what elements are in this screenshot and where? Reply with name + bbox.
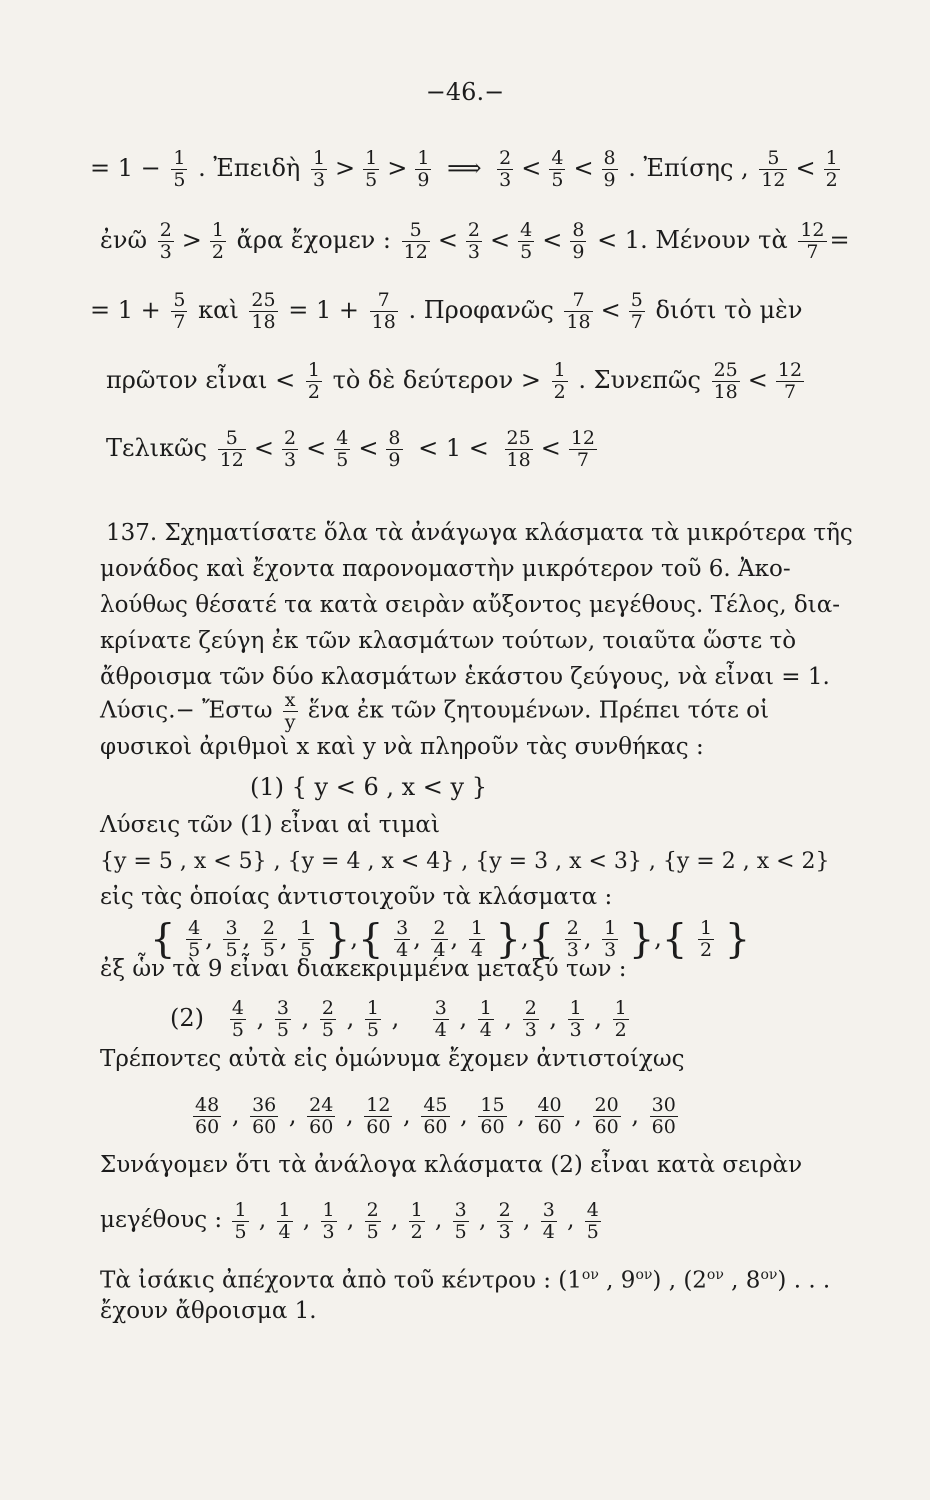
solution-line-15: ἔχουν ἄθροισμα 1. bbox=[100, 1298, 317, 1324]
fraction: $\frac{4}{5}$ bbox=[188, 917, 201, 961]
fraction: $\frac{25}{18}$ bbox=[506, 427, 531, 471]
fraction: $\frac{12}{60}$ bbox=[366, 1094, 391, 1138]
page-number: −46.− bbox=[425, 78, 505, 106]
fraction: $\frac{5}{12}$ bbox=[403, 219, 428, 263]
fraction: $\frac{12}{7}$ bbox=[777, 359, 803, 403]
solution-line-8: ἐξ ὧν τὰ 9 εἶναι διακεκριμμένα μεταξύ των : bbox=[100, 956, 627, 982]
fraction: $\frac{1}{3}$ bbox=[569, 997, 582, 1041]
math-line-1: = 1 − $\frac{1}{5}$ . Ἐπειδὴ $\frac{1}{3}$ > $\frac{1}{5}$ > $\frac{1}{9}$ ⟹ $\frac{2}{3}$ < $\frac{4}{5}$ < $\frac{8}{9}$ . Ἐπίσης , $\frac{5}{12}$ < $\frac{1}{2}$ bbox=[90, 147, 838, 191]
fraction: $\frac{1}{3}$ bbox=[322, 1198, 335, 1243]
fraction: $\frac{45}{60}$ bbox=[423, 1094, 448, 1138]
fraction: $\frac{2}{3}$ bbox=[159, 219, 172, 263]
fraction: $\frac{7}{18}$ bbox=[566, 289, 591, 333]
fraction: $\frac{1}{2}$ bbox=[307, 359, 320, 403]
fraction: $\frac{x}{y}$ bbox=[284, 689, 296, 733]
fraction: $\frac{3}{5}$ bbox=[225, 917, 238, 961]
fraction: $\frac{25}{18}$ bbox=[713, 359, 738, 403]
fraction: $\frac{4}{5}$ bbox=[551, 147, 564, 191]
fraction: $\frac{1}{3}$ bbox=[312, 147, 326, 191]
fraction: $\frac{4}{5}$ bbox=[336, 427, 349, 471]
math-line-3: = 1 + $\frac{5}{7}$ καὶ $\frac{25}{18}$ = 1 + $\frac{7}{18}$ . Προφανῶς $\frac{7}{18}$ < $\frac{5}{7}$ διότι τὸ μὲν bbox=[90, 289, 803, 333]
solution-line-14: Τὰ ἰσάκις ἀπέχοντα ἀπὸ τοῦ κέντρου : ($1^{o\nu}$ , $9^{o\nu}$) , ($2^{o\nu}$ , $8^{o\nu}$) . . . bbox=[100, 1267, 831, 1294]
solution-line-10: Τρέποντες αὐτὰ εἰς ὁμώνυμα ἔχομεν ἀντιστοίχως bbox=[100, 1046, 685, 1072]
fraction: $\frac{4}{5}$ bbox=[520, 219, 533, 263]
fraction: $\frac{1}{2}$ bbox=[614, 997, 627, 1041]
fraction: $\frac{2}{3}$ bbox=[566, 917, 579, 961]
fraction: $\frac{8}{9}$ bbox=[388, 427, 401, 471]
fraction: $\frac{12}{7}$ bbox=[800, 219, 825, 263]
fraction: $\frac{1}{4}$ bbox=[479, 997, 492, 1041]
sixtieths: $\frac{48}{60}$ , $\frac{36}{60}$ , $\frac{24}{60}$ , $\frac{12}{60}$ , $\frac{45}{60}$ , $\frac{15}{60}$ , $\frac{40}{60}$ , $\frac{20}{60}$ , $\frac{30}{60}$ bbox=[195, 1094, 676, 1138]
fraction: $\frac{8}{9}$ bbox=[572, 219, 585, 263]
solution-line-6: εἰς τὰς ὁποίας ἀντιστοιχοῦν τὰ κλάσματα : bbox=[100, 884, 613, 910]
fraction: $\frac{7}{18}$ bbox=[371, 289, 396, 333]
fraction: $\frac{48}{60}$ bbox=[195, 1094, 220, 1138]
fraction: $\frac{3}{4}$ bbox=[434, 997, 447, 1041]
fraction: $\frac{4}{5}$ bbox=[586, 1198, 599, 1243]
fraction: $\frac{1}{4}$ bbox=[470, 917, 483, 961]
fraction: $\frac{5}{12}$ bbox=[761, 147, 786, 191]
fraction: $\frac{2}{3}$ bbox=[467, 219, 481, 263]
fraction-sets: { $\frac{4}{5}$ , $\frac{3}{5}$ , $\frac{2}{5}$ , $\frac{1}{5}$ },{ $\frac{3}{4}$ , $\frac{2}{4}$ , $\frac{1}{4}$ },{ $\frac{2}{3}$ , $\frac{1}{3}$ },{ $\frac{1}{2}$ } bbox=[150, 916, 751, 963]
math-line-5: Τελικῶς $\frac{5}{12}$ < $\frac{2}{3}$ < $\frac{4}{5}$ < $\frac{8}{9}$ < 1 < $\frac{25}{18}$ < $\frac{12}{7}$ bbox=[106, 427, 596, 471]
fraction: $\frac{25}{18}$ bbox=[251, 289, 276, 333]
fraction: $\frac{1}{9}$ bbox=[417, 147, 430, 191]
fraction: $\frac{1}{2}$ bbox=[410, 1198, 423, 1243]
fraction: $\frac{1}{5}$ bbox=[300, 917, 313, 961]
fraction: $\frac{30}{60}$ bbox=[651, 1094, 676, 1138]
fraction: $\frac{3}{5}$ bbox=[454, 1198, 467, 1243]
fraction: $\frac{8}{9}$ bbox=[603, 147, 616, 191]
solution-line-1: Λύσις.− Ἔστω $\frac{x}{y}$ ἕνα ἐκ τῶν ζητουμένων. Πρέπει τότε οἱ bbox=[100, 689, 770, 733]
fraction: $\frac{1}{5}$ bbox=[365, 147, 378, 191]
fraction: $\frac{5}{12}$ bbox=[219, 427, 244, 471]
fraction: $\frac{5}{7}$ bbox=[173, 289, 186, 333]
solution-sets: {y = 5 , x < 5} , {y = 4 , x < 4} , {y = 3 , x < 3} , {y = 2 , x < 2} bbox=[100, 849, 830, 874]
nine-fractions: (2) $\frac{4}{5}$ , $\frac{3}{5}$ , $\frac{2}{5}$ , $\frac{1}{5}$ , $\frac{3}{4}$ , $\frac{1}{4}$ , $\frac{2}{3}$ , $\frac{1}{3}$ , $\frac{1}{2}$ bbox=[170, 997, 627, 1041]
fraction: $\frac{2}{3}$ bbox=[284, 427, 297, 471]
fraction: $\frac{1}{2}$ bbox=[211, 219, 224, 263]
fraction: $\frac{1}{5}$ bbox=[173, 147, 186, 191]
fraction: $\frac{2}{3}$ bbox=[499, 147, 512, 191]
problem-137-line-2: μονάδος καὶ ἔχοντα παρονομαστὴν μικρότερον τοῦ 6. Ἀκο- bbox=[100, 556, 791, 582]
fraction: $\frac{2}{3}$ bbox=[498, 1198, 511, 1243]
problem-137-line-3: λούθως θέσατέ τα κατὰ σειρὰν αὔξοντος μεγέθους. Τέλος, δια- bbox=[100, 592, 840, 618]
fraction: $\frac{1}{5}$ bbox=[234, 1198, 247, 1243]
fraction: $\frac{5}{7}$ bbox=[630, 289, 643, 333]
solution-line-4: Λύσεις τῶν (1) εἶναι αἱ τιμαὶ bbox=[100, 812, 440, 838]
ordered-fractions: μεγέθους : $\frac{1}{5}$ , $\frac{1}{4}$ , $\frac{1}{3}$ , $\frac{2}{5}$ , $\frac{1}{2}$ , $\frac{3}{5}$ , $\frac{2}{3}$ , $\frac{3}{4}$ , $\frac{4}{5}$ bbox=[100, 1198, 599, 1243]
fraction: $\frac{1}{2}$ bbox=[825, 147, 838, 191]
fraction: $\frac{2}{5}$ bbox=[321, 997, 334, 1041]
math-line-4: πρῶτον εἶναι < $\frac{1}{2}$ τὸ δὲ δεύτερον > $\frac{1}{2}$ . Συνεπῶς $\frac{25}{18}$ < $\frac{12}{7}$ bbox=[106, 359, 803, 403]
fraction: $\frac{2}{4}$ bbox=[433, 917, 446, 961]
fraction: $\frac{3}{5}$ bbox=[276, 997, 289, 1041]
fraction: $\frac{3}{4}$ bbox=[542, 1198, 555, 1243]
fraction: $\frac{12}{7}$ bbox=[570, 427, 596, 471]
fraction: $\frac{15}{60}$ bbox=[480, 1094, 505, 1138]
problem-137-line-4: κρίνατε ζεύγη ἐκ τῶν κλασμάτων τούτων, τοιαῦτα ὥστε τὸ bbox=[100, 628, 797, 654]
problem-137-line-1: 137. Σχηματίσατε ὅλα τὰ ἀνάγωγα κλάσματα τὰ μικρότερα τῆς bbox=[106, 520, 853, 546]
fraction: $\frac{40}{60}$ bbox=[537, 1094, 562, 1138]
math-line-2: ἐνῶ $\frac{2}{3}$ > $\frac{1}{2}$ ἄρα ἔχομεν : $\frac{5}{12}$ < $\frac{2}{3}$ < $\frac{4}{5}$ < $\frac{8}{9}$ < 1. Μένουν τὰ $\frac{12}{7}$ = bbox=[100, 219, 850, 263]
fraction: $\frac{1}{3}$ bbox=[604, 917, 617, 961]
fraction: $\frac{1}{2}$ bbox=[700, 917, 713, 961]
fraction: $\frac{1}{2}$ bbox=[553, 359, 566, 403]
fraction: $\frac{1}{5}$ bbox=[366, 997, 379, 1041]
fraction: $\frac{20}{60}$ bbox=[594, 1094, 619, 1138]
fraction: $\frac{1}{4}$ bbox=[278, 1198, 291, 1243]
fraction: $\frac{2}{5}$ bbox=[366, 1198, 379, 1243]
fraction: $\frac{2}{3}$ bbox=[524, 997, 537, 1041]
fraction: $\frac{3}{4}$ bbox=[396, 917, 409, 961]
fraction: $\frac{2}{5}$ bbox=[262, 917, 275, 961]
conditions: (1) { y < 6 , x < y } bbox=[250, 773, 487, 801]
fraction: $\frac{4}{5}$ bbox=[231, 997, 244, 1041]
solution-line-2: φυσικοὶ ἀριθμοὶ x καὶ y νὰ πληροῦν τὰς συνθήκας : bbox=[100, 734, 704, 760]
fraction: $\frac{24}{60}$ bbox=[309, 1094, 334, 1138]
fraction: $\frac{36}{60}$ bbox=[252, 1094, 277, 1138]
solution-line-12: Συνάγομεν ὅτι τὰ ἀνάλογα κλάσματα (2) εἶναι κατὰ σειρὰν bbox=[100, 1152, 803, 1178]
problem-137-line-5: ἄθροισμα τῶν δύο κλασμάτων ἑκάστου ζεύγους, νὰ εἶναι = 1. bbox=[100, 664, 830, 690]
